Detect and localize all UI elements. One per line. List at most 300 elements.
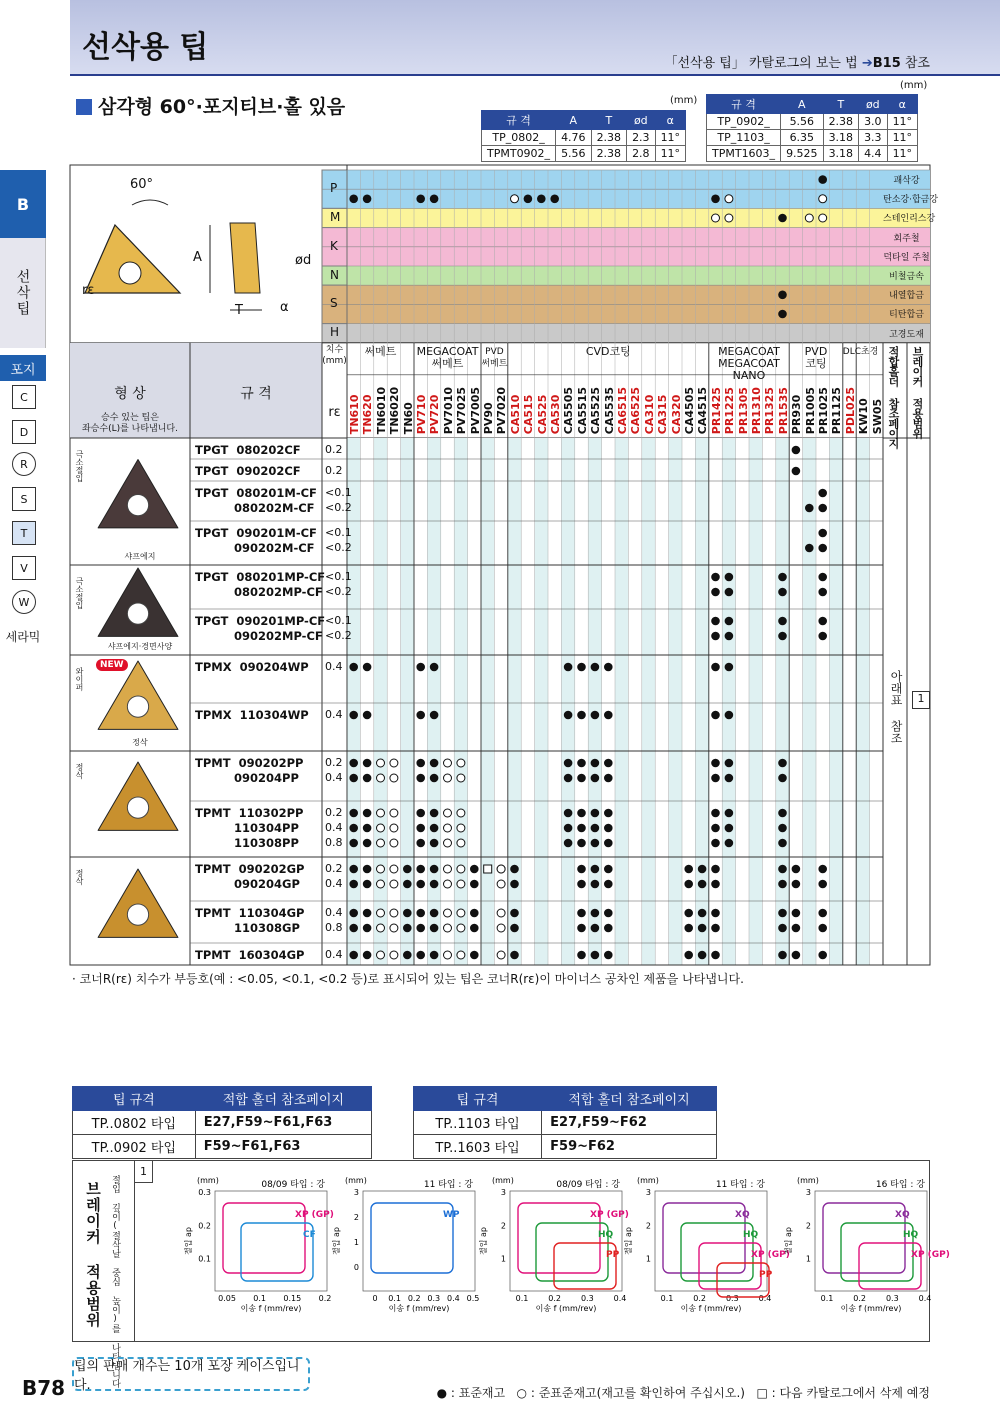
grade-label: PR1005 — [803, 386, 817, 434]
x-tick: 0.1 — [820, 1294, 834, 1303]
dim-cell: 5.56 — [556, 146, 592, 162]
stock-standard-mark — [349, 909, 358, 918]
grade-label: CA6515 — [616, 386, 629, 434]
product-spec[interactable]: 090204PP — [234, 771, 299, 785]
stock-standard-mark — [818, 617, 827, 626]
grade-column — [870, 438, 883, 965]
x-tick: 0.4 — [918, 1294, 932, 1303]
x-tick: 0.15 — [283, 1294, 302, 1303]
stock-standard-mark — [778, 865, 787, 874]
dim-cell: 2.38 — [823, 114, 859, 130]
stock-standard-mark — [604, 711, 613, 720]
stock-standard-mark — [711, 951, 720, 960]
stock-standard-mark — [818, 865, 827, 874]
grade-label: TN620 — [361, 394, 375, 434]
stock-standard-mark — [416, 663, 425, 672]
tab-section-b[interactable]: B — [0, 170, 46, 238]
corner-radius: <0.1 — [325, 570, 352, 583]
stock-standard-mark — [604, 774, 613, 783]
x-tick: 0.3 — [885, 1294, 899, 1303]
stock-standard-mark — [818, 529, 827, 538]
grade-label: PV90 — [482, 402, 495, 434]
dim-header: A — [781, 95, 824, 114]
stock-standard-mark — [684, 909, 693, 918]
stock-standard-mark — [430, 951, 439, 960]
x-tick: 0.1 — [253, 1294, 267, 1303]
holder-header: 팁 규격 — [73, 1087, 196, 1111]
stock-semi-mark — [457, 759, 465, 767]
chart-type: 11 타입 : 강 — [715, 1180, 765, 1190]
holder-cell: F59~F61,F63 — [195, 1135, 371, 1159]
stock-semi-mark — [377, 951, 385, 959]
stock-standard-mark — [792, 467, 801, 476]
dim-cell: 2.3 — [627, 130, 656, 146]
grade-label: TN610 — [348, 394, 361, 434]
stock-standard-mark — [591, 951, 600, 960]
stock-standard-mark — [430, 865, 439, 874]
material-code-n: N — [330, 267, 339, 282]
shape-tab-r[interactable]: R — [12, 452, 36, 476]
product-spec[interactable]: TPGT 080201M-CF — [195, 486, 317, 500]
stock-semi-mark — [390, 759, 398, 767]
grade-label: CA515 — [522, 394, 536, 434]
stock-standard-mark — [577, 839, 586, 848]
group-label: 와이퍼 — [75, 667, 84, 691]
dim-row — [707, 146, 918, 162]
product-spec[interactable]: TPMX 110304WP — [195, 708, 309, 722]
stock-standard-mark — [349, 924, 358, 933]
stock-standard-mark — [349, 774, 358, 783]
dim-header: ød — [627, 111, 656, 130]
stock-standard-mark — [725, 774, 734, 783]
stock-standard-mark — [550, 195, 559, 204]
stock-standard-mark — [778, 774, 787, 783]
stock-legend — [437, 1384, 930, 1401]
stock-standard-mark — [698, 909, 707, 918]
product-spec[interactable]: 080202MP-CF — [234, 585, 323, 599]
stock-standard-mark — [577, 711, 586, 720]
stock-standard-mark — [778, 291, 787, 300]
shape-tab-c[interactable]: C — [12, 385, 36, 409]
legend-semi: ○ : 준표준재고(재고를 확인하여 주십시오.) — [516, 1386, 745, 1400]
stock-semi-mark — [377, 909, 385, 917]
product-spec[interactable]: 110308PP — [234, 836, 299, 850]
stock-standard-mark — [725, 809, 734, 818]
stock-standard-mark — [684, 880, 693, 889]
stock-standard-mark — [684, 951, 693, 960]
stock-standard-mark — [591, 909, 600, 918]
x-tick: 0.5 — [466, 1294, 480, 1303]
square-bullet-icon — [76, 99, 92, 115]
y-tick: 0.1 — [198, 1254, 211, 1264]
stock-standard-mark — [711, 774, 720, 783]
dim-cell: 4.76 — [556, 130, 592, 146]
chart-y-unit: (mm) — [345, 1176, 367, 1185]
stock-standard-mark — [416, 924, 425, 933]
breaker-chart — [783, 1176, 950, 1313]
dim-unit-1: (mm) — [670, 95, 698, 106]
product-spec[interactable]: TPGT 080201MP-CF — [195, 570, 326, 584]
product-spec[interactable]: 110304PP — [234, 821, 299, 835]
x-tick: 0.1 — [388, 1294, 401, 1303]
x-tick: 0.2 — [548, 1294, 562, 1303]
material-name: 덕타일 주철 — [883, 252, 930, 263]
y-axis-label: 절입 ap — [624, 1227, 633, 1255]
grade-label: CA6525 — [629, 386, 643, 434]
stock-standard-mark — [805, 504, 814, 513]
stock-standard-mark — [684, 924, 693, 933]
dim-header: T — [823, 95, 859, 114]
x-tick: 0.2 — [407, 1294, 421, 1303]
holder-cell: E27,F59~F61,F63 — [195, 1111, 371, 1135]
stock-standard-mark — [604, 909, 613, 918]
material-code-h: H — [330, 325, 340, 340]
stock-standard-mark — [430, 711, 439, 720]
grade-label: PR1305 — [736, 386, 750, 434]
holder-cell: TP..1603 타입 — [414, 1135, 542, 1159]
stock-standard-mark — [564, 839, 573, 848]
insert-image — [98, 661, 178, 729]
stock-semi-mark — [390, 865, 398, 873]
chart-y-unit: (mm) — [197, 1176, 219, 1185]
stock-semi-mark — [390, 839, 398, 847]
corner-radius: 0.4 — [325, 708, 343, 721]
stock-semi-mark — [457, 809, 465, 817]
drawing-label: 60° — [130, 177, 154, 192]
breaker-label: CF — [303, 1230, 316, 1240]
stock-standard-mark — [792, 924, 801, 933]
stock-standard-mark — [778, 310, 787, 319]
group-header-pvd: PVD 코팅 — [804, 344, 828, 370]
product-spec[interactable]: TPGT 090201MP-CF — [195, 614, 326, 628]
holder-header: 적합 홀더 참조페이지 — [542, 1087, 717, 1111]
product-spec[interactable]: TPGT 090201M-CF — [195, 526, 317, 540]
material-name: 회주철 — [893, 233, 920, 244]
stock-standard-mark — [430, 195, 439, 204]
stock-semi-mark — [377, 865, 385, 873]
y-tick: 0 — [353, 1263, 359, 1272]
stock-standard-mark — [363, 865, 372, 874]
dim-row — [482, 130, 686, 146]
grade-label: PR930 — [790, 394, 804, 434]
stock-semi-mark — [444, 759, 452, 767]
y-tick: 3 — [645, 1188, 651, 1197]
stock-standard-mark — [577, 880, 586, 889]
product-spec[interactable]: 090202M-CF — [234, 541, 315, 555]
stock-semi-mark — [377, 759, 385, 767]
stock-standard-mark — [430, 824, 439, 833]
stock-standard-mark — [510, 951, 519, 960]
dim-cell: 3.0 — [859, 114, 888, 130]
holder-row — [414, 1135, 717, 1159]
grade-column — [481, 438, 494, 965]
group-label: 정삭 — [75, 763, 84, 779]
dim-row — [482, 146, 686, 162]
stock-standard-mark — [778, 588, 787, 597]
grade-label: PR1325 — [763, 386, 777, 434]
tab-positive[interactable]: 포지 — [0, 355, 46, 381]
shape-header: 형 상 — [114, 385, 146, 402]
stock-standard-mark — [818, 924, 827, 933]
packaging-note: 팁의 판매 개수는 10개 포장 케이스입니다. — [72, 1357, 310, 1391]
stock-standard-mark — [470, 909, 479, 918]
stock-standard-mark — [725, 824, 734, 833]
product-spec[interactable]: TPMT 110302PP — [195, 806, 304, 820]
grade-label: CA5525 — [589, 386, 603, 434]
stock-standard-mark — [591, 711, 600, 720]
stock-standard-mark — [805, 544, 814, 553]
y-axis-label: 절입 ap — [784, 1227, 793, 1255]
stock-semi-mark — [819, 214, 827, 222]
product-spec[interactable]: TPMT 110304GP — [195, 906, 305, 920]
y-tick: 2 — [500, 1221, 506, 1231]
section-subtitle — [76, 92, 345, 119]
stock-semi-mark — [457, 951, 465, 959]
stock-semi-mark — [377, 809, 385, 817]
y-tick: 0.2 — [198, 1221, 211, 1231]
stock-standard-mark — [778, 924, 787, 933]
x-tick: 0.1 — [515, 1294, 529, 1303]
corner-radius: 0.2 — [325, 443, 343, 456]
product-spec[interactable]: 080202M-CF — [234, 501, 315, 515]
dim-cell: 3.18 — [823, 130, 859, 146]
stock-semi-mark — [444, 839, 452, 847]
stock-standard-mark — [564, 711, 573, 720]
stock-standard-mark — [430, 839, 439, 848]
stock-standard-mark — [349, 865, 358, 874]
stock-semi-mark — [444, 880, 452, 888]
stock-standard-mark — [725, 573, 734, 582]
corner-radius: <0.1 — [325, 614, 352, 627]
product-spec[interactable]: TPGT 080202CF — [195, 443, 301, 457]
stock-delete-mark — [484, 865, 492, 873]
stock-standard-mark — [818, 573, 827, 582]
corner-radius: <0.2 — [325, 541, 352, 554]
group-caption: 정삭 — [132, 738, 148, 747]
material-band-m — [322, 208, 936, 227]
grade-grid-svg — [70, 165, 939, 965]
grade-label: PV7020 — [495, 386, 509, 434]
stock-standard-mark — [416, 759, 425, 768]
grade-column — [803, 438, 816, 965]
stock-standard-mark — [403, 909, 412, 918]
shape-tab-w[interactable]: W — [12, 590, 36, 614]
stock-standard-mark — [711, 759, 720, 768]
tab-turning-tips[interactable]: 선삭팁 — [0, 238, 46, 348]
grade-label: CA5505 — [562, 386, 576, 434]
x-axis-label: 이송 f (mm/rev) — [535, 1304, 597, 1313]
dim-cell: 5.56 — [781, 114, 824, 130]
arrow-icon: ➔ — [861, 56, 873, 71]
drawing-label: α — [280, 300, 289, 315]
stock-standard-mark — [711, 617, 720, 626]
dim-header: 규 격 — [482, 111, 556, 130]
product-spec[interactable]: TPMT 090202PP — [195, 756, 304, 770]
dim-cell: 2.8 — [627, 146, 656, 162]
stock-semi-mark — [497, 880, 505, 888]
stock-standard-mark — [537, 195, 546, 204]
stock-standard-mark — [818, 909, 827, 918]
grade-label: CA5515 — [575, 386, 589, 434]
grade-label: PV7005 — [468, 386, 482, 434]
stock-standard-mark — [363, 951, 372, 960]
grade-column — [669, 438, 682, 965]
stock-standard-mark — [818, 489, 827, 498]
stock-standard-mark — [416, 774, 425, 783]
insert-image — [98, 460, 178, 528]
stock-standard-mark — [430, 924, 439, 933]
holder-ref-note: 아래표 참조 — [889, 670, 903, 744]
stock-standard-mark — [416, 951, 425, 960]
stock-semi-mark — [457, 865, 465, 873]
material-name: 고경도재 — [889, 329, 924, 340]
stock-standard-mark — [778, 909, 787, 918]
stock-standard-mark — [416, 711, 425, 720]
dim-header: α — [655, 111, 686, 130]
dimension-table-1 — [481, 110, 686, 162]
stock-standard-mark — [349, 824, 358, 833]
dim-cell: 11° — [887, 130, 918, 146]
dim-cell: 11° — [655, 130, 686, 146]
stock-standard-mark — [510, 909, 519, 918]
x-tick: 0.4 — [758, 1294, 772, 1303]
stock-standard-mark — [416, 865, 425, 874]
corner-radius: 0.4 — [325, 660, 343, 673]
stock-standard-mark — [470, 880, 479, 889]
grade-column — [856, 438, 869, 965]
breaker-ref-box[interactable]: 1 — [912, 691, 930, 709]
footnote: · 코너R(rε) 치수가 부등호(예 : <0.05, <0.1, <0.2 등)로 표시되어 있는 팁은 코너R(rε)이 마이너스 공차인 제품을 나타냅니다. — [72, 972, 744, 986]
stock-standard-mark — [792, 446, 801, 455]
shape-tab-s[interactable]: S — [12, 487, 36, 511]
chart-y-unit: (mm) — [797, 1176, 819, 1185]
dim-cell: 11° — [887, 146, 918, 162]
dim-cell: 2.38 — [591, 146, 627, 162]
stock-semi-mark — [497, 909, 505, 917]
shape-tab-v[interactable]: V — [12, 556, 36, 580]
stock-standard-mark — [778, 573, 787, 582]
grade-column — [736, 438, 749, 965]
stock-standard-mark — [725, 617, 734, 626]
stock-standard-mark — [416, 809, 425, 818]
stock-standard-mark — [403, 880, 412, 889]
stock-standard-mark — [604, 809, 613, 818]
grade-column — [749, 438, 762, 965]
stock-standard-mark — [778, 824, 787, 833]
stock-semi-mark — [805, 214, 813, 222]
re-header: rε — [328, 404, 341, 420]
dim-cell: TP_1103_ — [707, 130, 781, 146]
chart-type: 11 타입 : 강 — [423, 1180, 473, 1190]
material-name: 내열합금 — [889, 291, 924, 302]
y-tick: 3 — [805, 1188, 811, 1197]
stock-standard-mark — [430, 774, 439, 783]
grade-label: CA310 — [642, 394, 656, 434]
tab-ceramic[interactable]: 세라믹 — [5, 629, 41, 644]
corner-radius: 0.2 — [325, 862, 343, 875]
product-spec[interactable]: TPMT 160304GP — [195, 948, 305, 962]
group-label: 정삭 — [75, 869, 84, 885]
stock-standard-mark — [778, 632, 787, 641]
dim-cell: 11° — [887, 114, 918, 130]
spec-header: 규 격 — [240, 385, 272, 402]
stock-semi-mark — [390, 951, 398, 959]
grade-label: PR1310 — [750, 386, 763, 434]
insert-drawing — [85, 200, 262, 310]
stock-standard-mark — [510, 865, 519, 874]
dim-cell: 3.3 — [859, 130, 888, 146]
breaker-label: XP (GP) — [590, 1210, 629, 1220]
breaker-charts — [135, 1161, 950, 1341]
corner-radius: 0.2 — [325, 806, 343, 819]
corner-radius: 0.4 — [325, 771, 343, 784]
stock-standard-mark — [510, 880, 519, 889]
stock-standard-mark — [711, 865, 720, 874]
stock-semi-mark — [457, 774, 465, 782]
stock-standard-mark — [604, 759, 613, 768]
stock-standard-mark — [604, 839, 613, 848]
product-spec[interactable]: TPGT 090202CF — [195, 464, 301, 478]
shape-tab-d[interactable]: D — [12, 420, 36, 444]
stock-standard-mark — [363, 711, 372, 720]
stock-standard-mark — [416, 880, 425, 889]
stock-standard-mark — [778, 617, 787, 626]
breaker-label: XP (GP) — [751, 1250, 790, 1260]
grade-label: SW05 — [870, 398, 884, 434]
product-spec[interactable]: 110308GP — [234, 921, 300, 935]
catalog-reference — [664, 52, 930, 71]
corner-radius: 0.8 — [325, 921, 343, 934]
stock-standard-mark — [818, 588, 827, 597]
chart-type: 08/09 타입 : 강 — [556, 1180, 620, 1190]
grade-label: PV710 — [415, 394, 428, 434]
stock-standard-mark — [363, 759, 372, 768]
x-tick: 0.1 — [660, 1294, 674, 1303]
grade-label: CA4505 — [683, 386, 696, 434]
stock-standard-mark — [403, 924, 412, 933]
product-spec[interactable]: 090202MP-CF — [234, 629, 323, 643]
ref-page-link[interactable]: B15 — [872, 56, 901, 71]
holder-cell: TP..1103 타입 — [414, 1111, 542, 1135]
grade-label: KW10 — [857, 398, 871, 434]
stock-semi-mark — [390, 909, 398, 917]
subtitle-text: 삼각형 60°·포지티브·홀 있음 — [98, 96, 346, 118]
product-spec[interactable]: TPMX 090204WP — [195, 660, 309, 674]
holder-header: 팁 규격 — [414, 1087, 542, 1111]
holder-header: 적합홀더 참조페이지 — [887, 345, 900, 448]
product-spec[interactable]: TPMT 090202GP — [195, 862, 305, 876]
dim-header: α — [887, 95, 918, 114]
product-spec[interactable]: 090204GP — [234, 877, 300, 891]
breaker-index: 1 — [135, 1161, 153, 1183]
stock-semi-mark — [725, 195, 733, 203]
grade-label: CA525 — [535, 394, 549, 434]
stock-standard-mark — [711, 880, 720, 889]
stock-standard-mark — [604, 865, 613, 874]
stock-standard-mark — [577, 809, 586, 818]
drawing-label: ød — [295, 253, 312, 268]
corner-radius: <0.1 — [325, 486, 352, 499]
stock-semi-mark — [497, 924, 505, 932]
grade-label: CA510 — [508, 394, 522, 434]
grade-column — [722, 438, 735, 965]
group-caption: 샤프에지 — [124, 552, 156, 561]
y-tick: 0.3 — [198, 1188, 211, 1197]
shape-tab-t[interactable]: T — [12, 521, 36, 545]
y-tick: 1 — [645, 1254, 651, 1264]
y-tick: 2 — [645, 1221, 651, 1231]
material-code-s: S — [330, 296, 338, 311]
